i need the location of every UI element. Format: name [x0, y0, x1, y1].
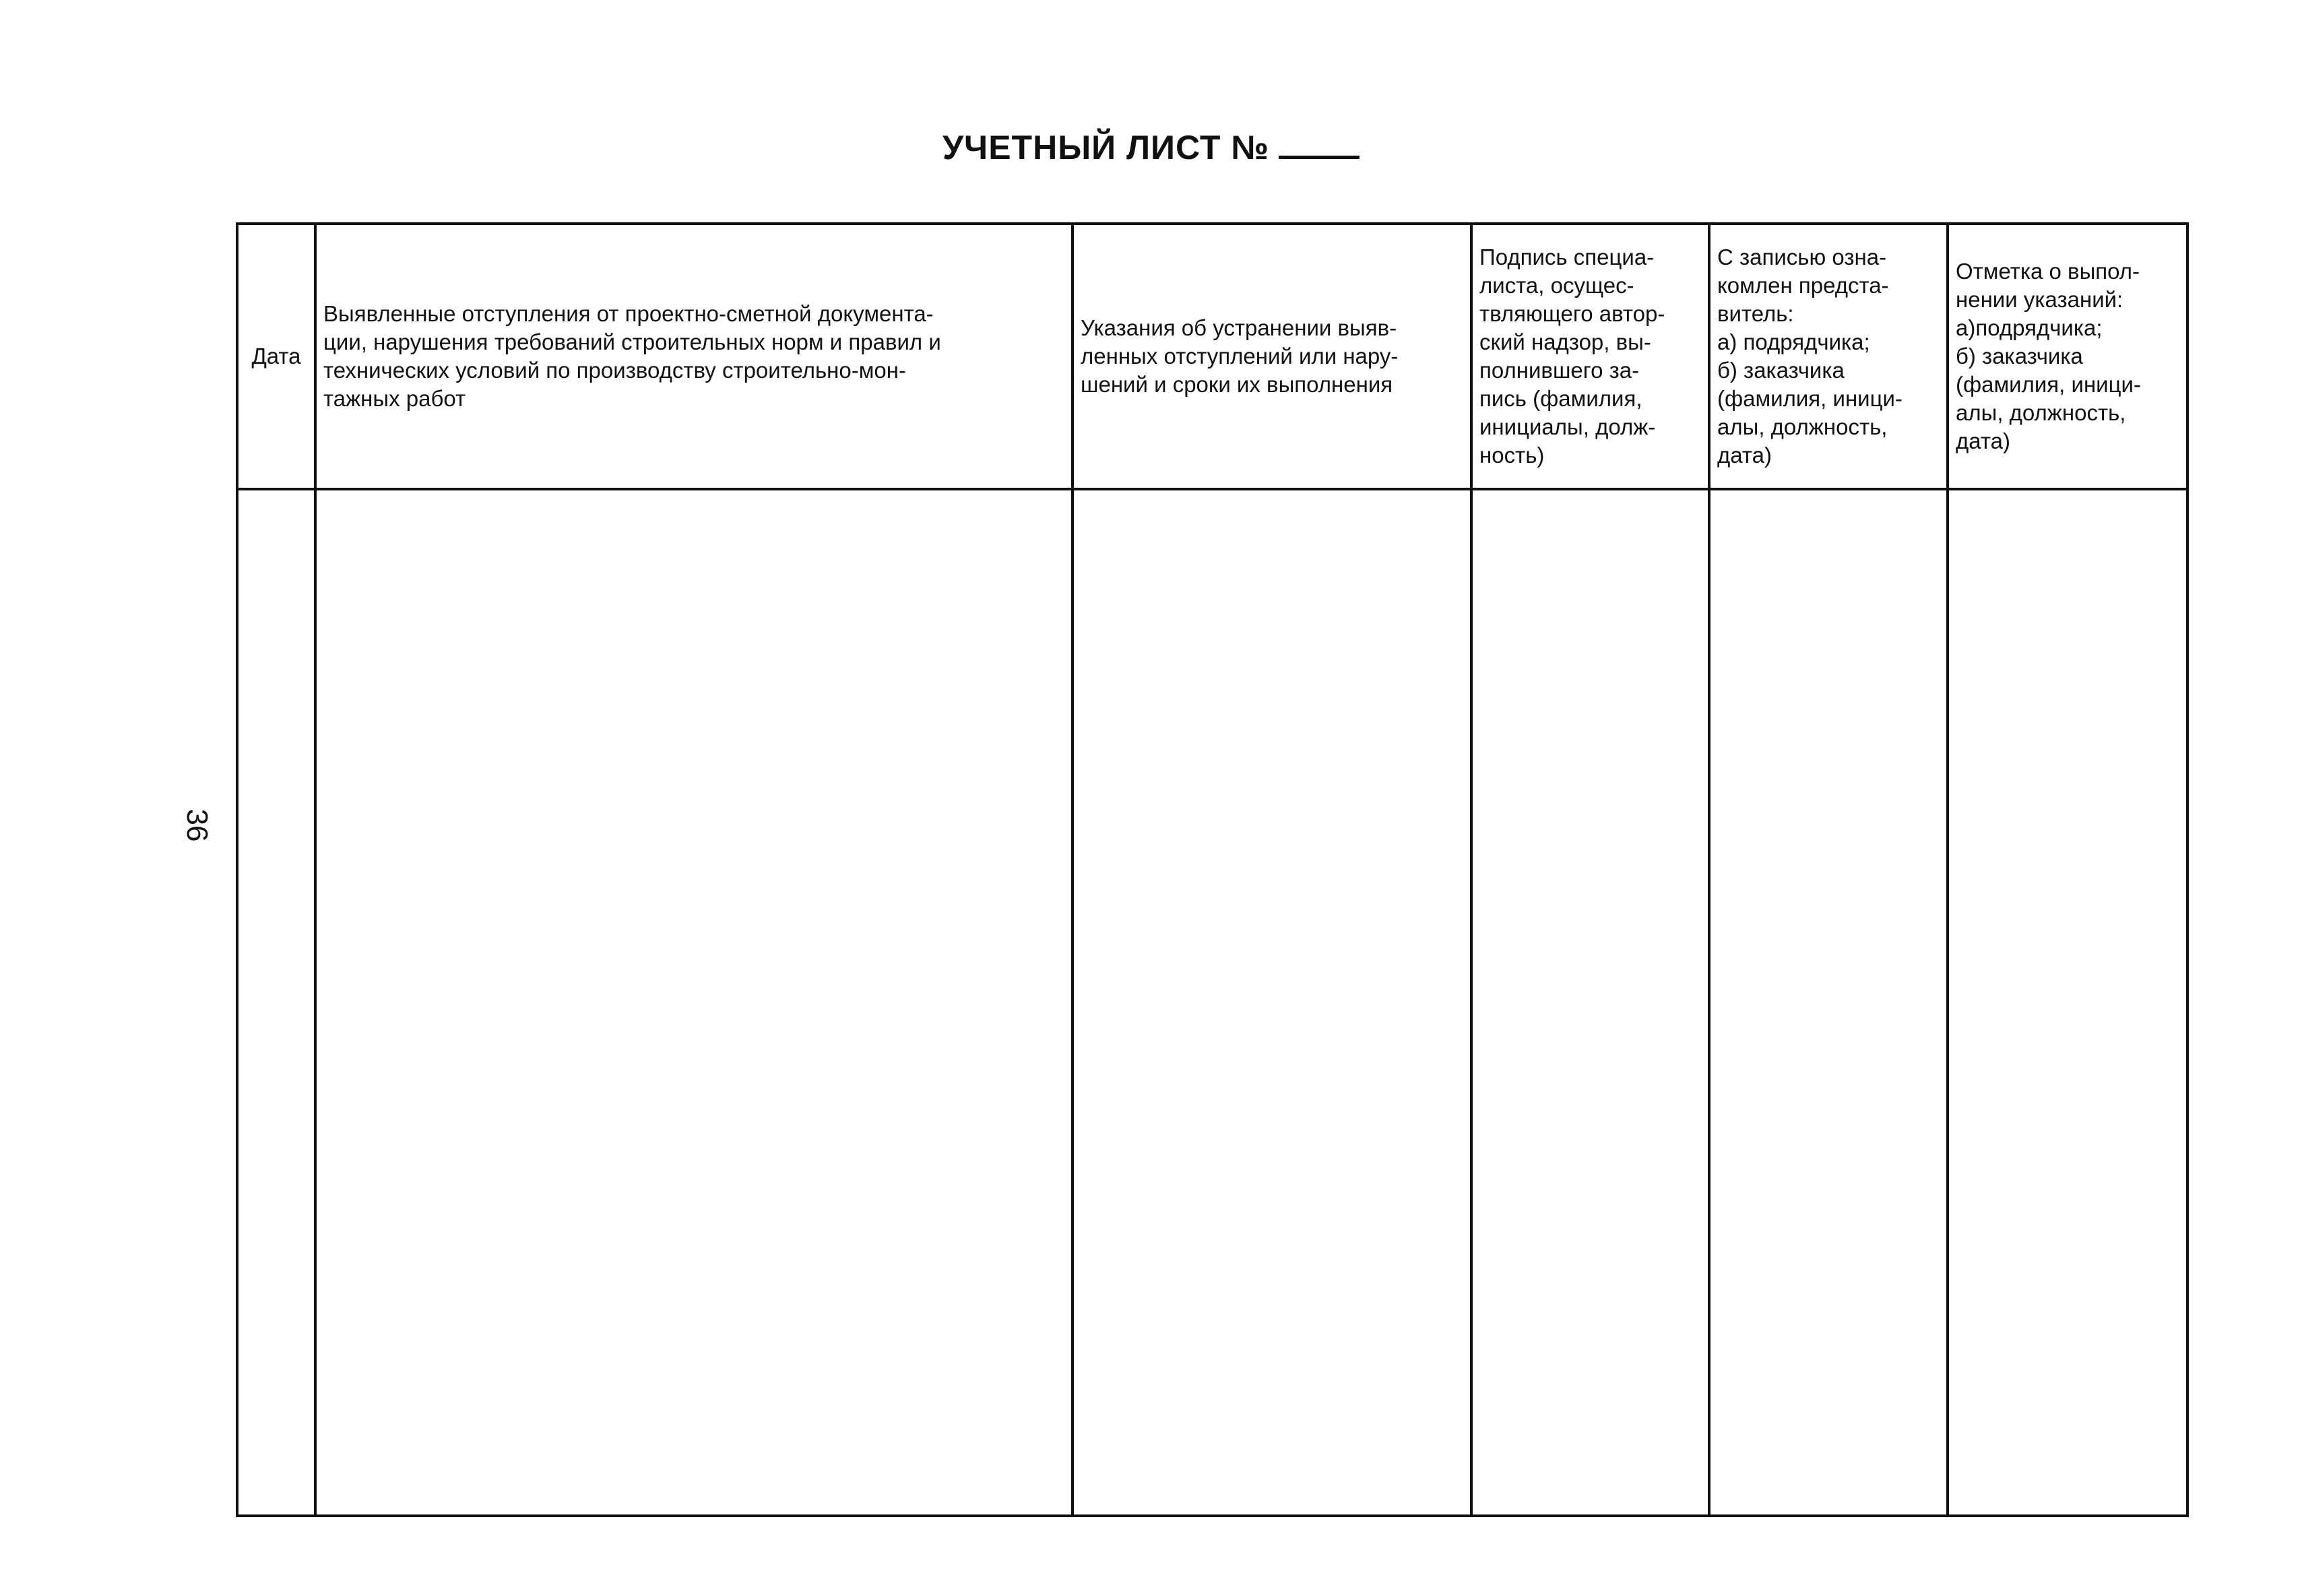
specialist-signature-cell[interactable]: [1471, 489, 1709, 1516]
header-date-label: Дата: [251, 344, 301, 369]
page-title: [0, 128, 2302, 167]
instructions-cell[interactable]: [1073, 489, 1471, 1516]
header-specialist-signature-label: Подпись специа- листа, осущес- твляющего автор- ский надзор, вы- полнившего за- пись (фамилия, инициалы, долж- ность): [1479, 245, 1665, 468]
header-row: [237, 224, 2187, 489]
date-cell[interactable]: [237, 489, 315, 1516]
title-text: УЧЕТНЫЙ ЛИСТ №: [942, 129, 1270, 166]
acknowledged-cell[interactable]: [1709, 489, 1948, 1516]
header-instructions: [1073, 224, 1471, 489]
header-deviations-label: Выявленные отступления от проектно-сметной документа- ции, нарушения требований строительных норм и правил и технических условий по производству строительно-мон- тажных работ: [323, 301, 941, 411]
number-blank-line: [1279, 129, 1360, 159]
header-completion-mark: [1948, 224, 2187, 489]
record-table: [236, 222, 2189, 1517]
completion-mark-cell[interactable]: [1948, 489, 2187, 1516]
header-completion-mark-label: Отметка о выпол- нении указаний: а)подрядчика; б) заказчика (фамилия, иници- алы, должность, дата): [1956, 259, 2141, 453]
header-specialist-signature: [1471, 224, 1709, 489]
header-instructions-label: Указания об устранении выяв- ленных отступлений или нару- шений и сроки их выполнения: [1081, 315, 1399, 397]
header-deviations: [315, 224, 1073, 489]
header-acknowledged-label: С записью озна- комлен предста- витель: а) подрядчика; б) заказчика (фамилия, иници- алы, должность, дата): [1717, 245, 1903, 468]
deviations-cell[interactable]: [315, 489, 1073, 1516]
header-acknowledged: [1709, 224, 1948, 489]
page-number: 36: [181, 808, 214, 842]
header-date: [237, 224, 315, 489]
table-row: [237, 489, 2187, 1516]
